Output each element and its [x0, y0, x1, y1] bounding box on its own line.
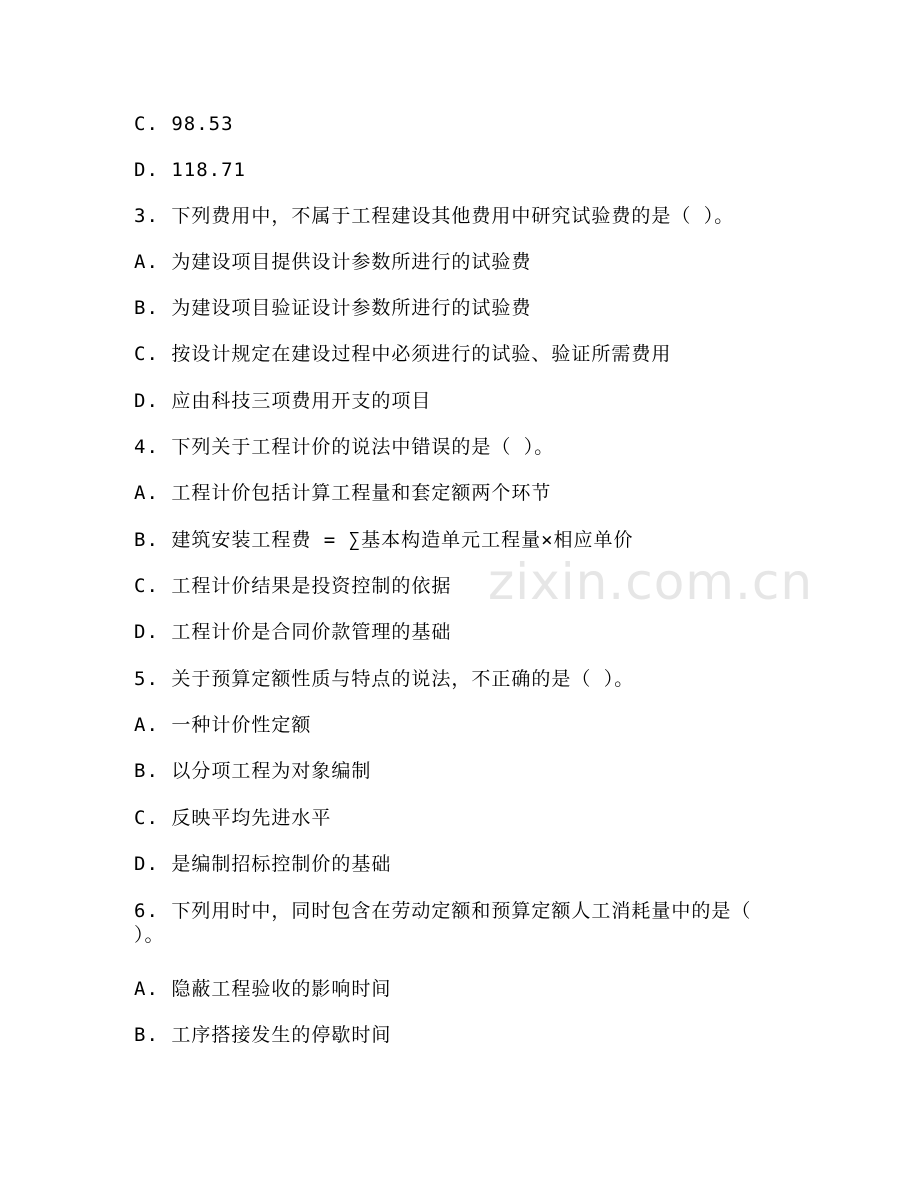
option-a-q3: A. 为建设项目提供设计参数所进行的试验费	[134, 251, 532, 273]
question-6: 6. 下列用时中，同时包含在劳动定额和预算定额人工消耗量中的是（ ）。	[134, 900, 752, 946]
watermark: zixin.com.cn	[488, 553, 814, 611]
question-5: 5. 关于预算定额性质与特点的说法，不正确的是（ ）。	[134, 668, 635, 690]
option-a-q4: A. 工程计价包括计算工程量和套定额两个环节	[134, 482, 552, 504]
option-b-q3: B. 为建设项目验证设计参数所进行的试验费	[134, 297, 532, 319]
option-b-q6: B. 工序搭接发生的停歇时间	[134, 1024, 392, 1046]
option-d-q4: D. 工程计价是合同价款管理的基础	[134, 621, 452, 643]
option-a-q6: A. 隐蔽工程验收的影响时间	[134, 978, 392, 1000]
option-c-q4: C. 工程计价结果是投资控制的依据	[134, 575, 452, 597]
option-d-q3: D. 应由科技三项费用开支的项目	[134, 390, 432, 412]
option-d-q2: D. 118.71	[134, 159, 246, 181]
option-a-q5: A. 一种计价性定额	[134, 714, 312, 736]
question-3: 3. 下列费用中，不属于工程建设其他费用中研究试验费的是（ ）。	[134, 205, 735, 227]
option-b-q4: B. 建筑安装工程费 = ∑基本构造单元工程量×相应单价	[134, 529, 634, 551]
option-d-q5: D. 是编制招标控制价的基础	[134, 853, 392, 875]
option-b-q5: B. 以分项工程为对象编制	[134, 760, 372, 782]
option-c-q2: C. 98.53	[134, 113, 234, 135]
option-c-q5: C. 反映平均先进水平	[134, 807, 332, 829]
question-4: 4. 下列关于工程计价的说法中错误的是（ ）。	[134, 436, 555, 458]
option-c-q3: C. 按设计规定在建设过程中必须进行的试验、验证所需费用	[134, 343, 672, 365]
